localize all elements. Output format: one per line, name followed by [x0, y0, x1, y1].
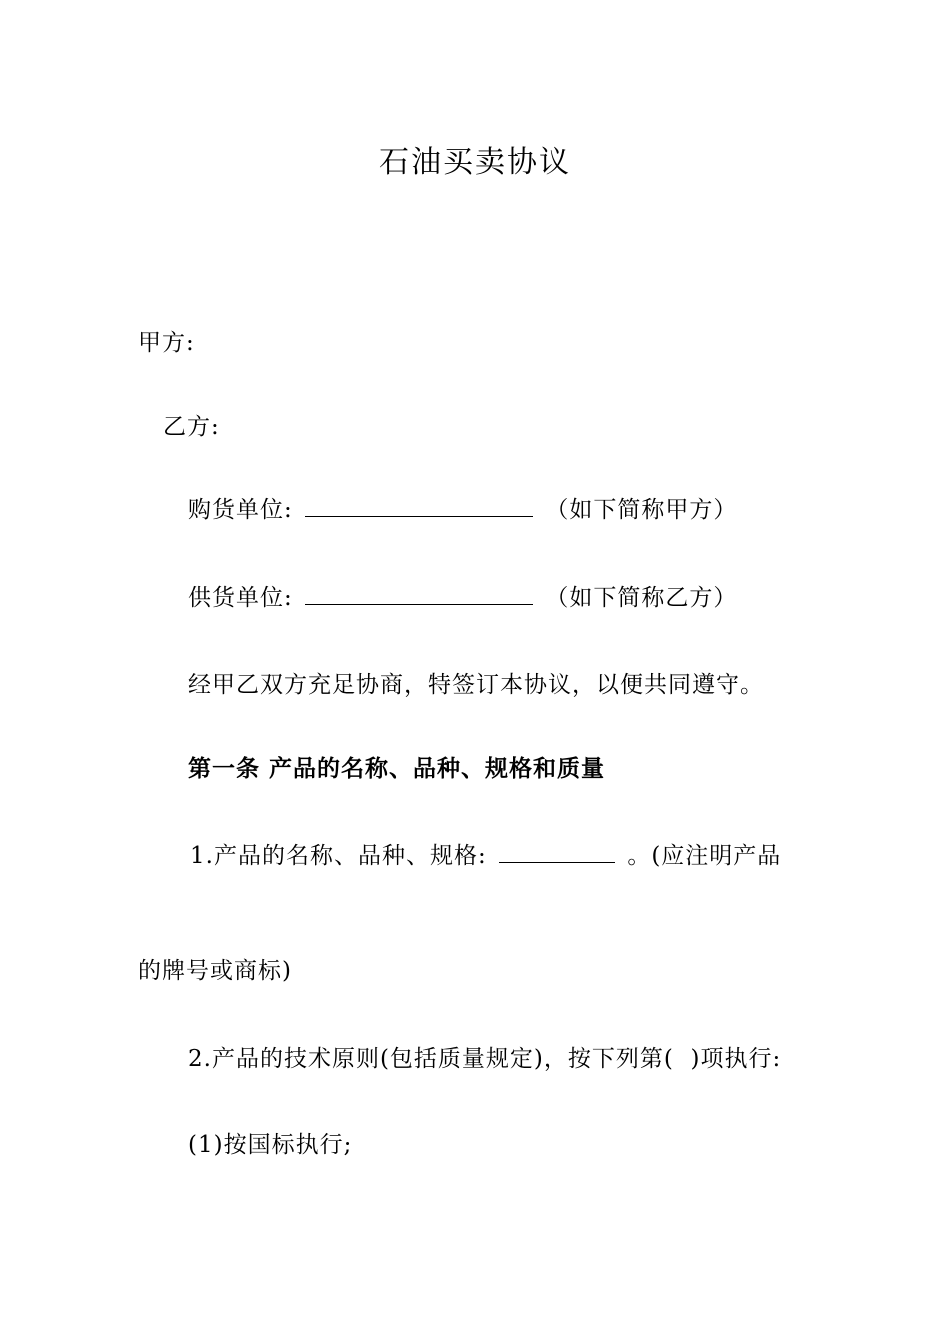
party-b-label: 乙方: — [163, 414, 220, 440]
item-1-prefix: 1.产品的名称、品种、规格: — [190, 843, 487, 869]
document-title: 石油买卖协议 — [379, 145, 571, 180]
agreement-sentence: 经甲乙双方充足协商，特签订本协议，以便共同遵守。 — [188, 672, 764, 698]
article-1-item-1-continued: 的牌号或商标) — [138, 958, 292, 984]
item-1-suffix: 。(应注明产品 — [627, 843, 782, 869]
buyer-note: （如下简称甲方） — [545, 497, 738, 523]
party-a-label: 甲方: — [138, 330, 195, 356]
buyer-blank-field[interactable] — [305, 494, 533, 517]
seller-line — [188, 582, 737, 613]
product-name-blank-field[interactable] — [499, 840, 615, 863]
seller-note: （如下简称乙方） — [545, 585, 738, 611]
buyer-label: 购货单位: — [188, 497, 293, 523]
article-1-item-2: 2.产品的技术原则(包括质量规定)，按下列第( )项执行: — [188, 1046, 782, 1072]
seller-blank-field[interactable] — [305, 582, 533, 605]
buyer-line — [188, 494, 737, 525]
article-1-heading: 第一条 产品的名称、品种、规格和质量 — [188, 756, 606, 782]
seller-label: 供货单位: — [188, 585, 293, 611]
article-1-item-2-1: (1)按国标执行; — [188, 1132, 353, 1158]
article-1-item-1 — [190, 840, 781, 871]
